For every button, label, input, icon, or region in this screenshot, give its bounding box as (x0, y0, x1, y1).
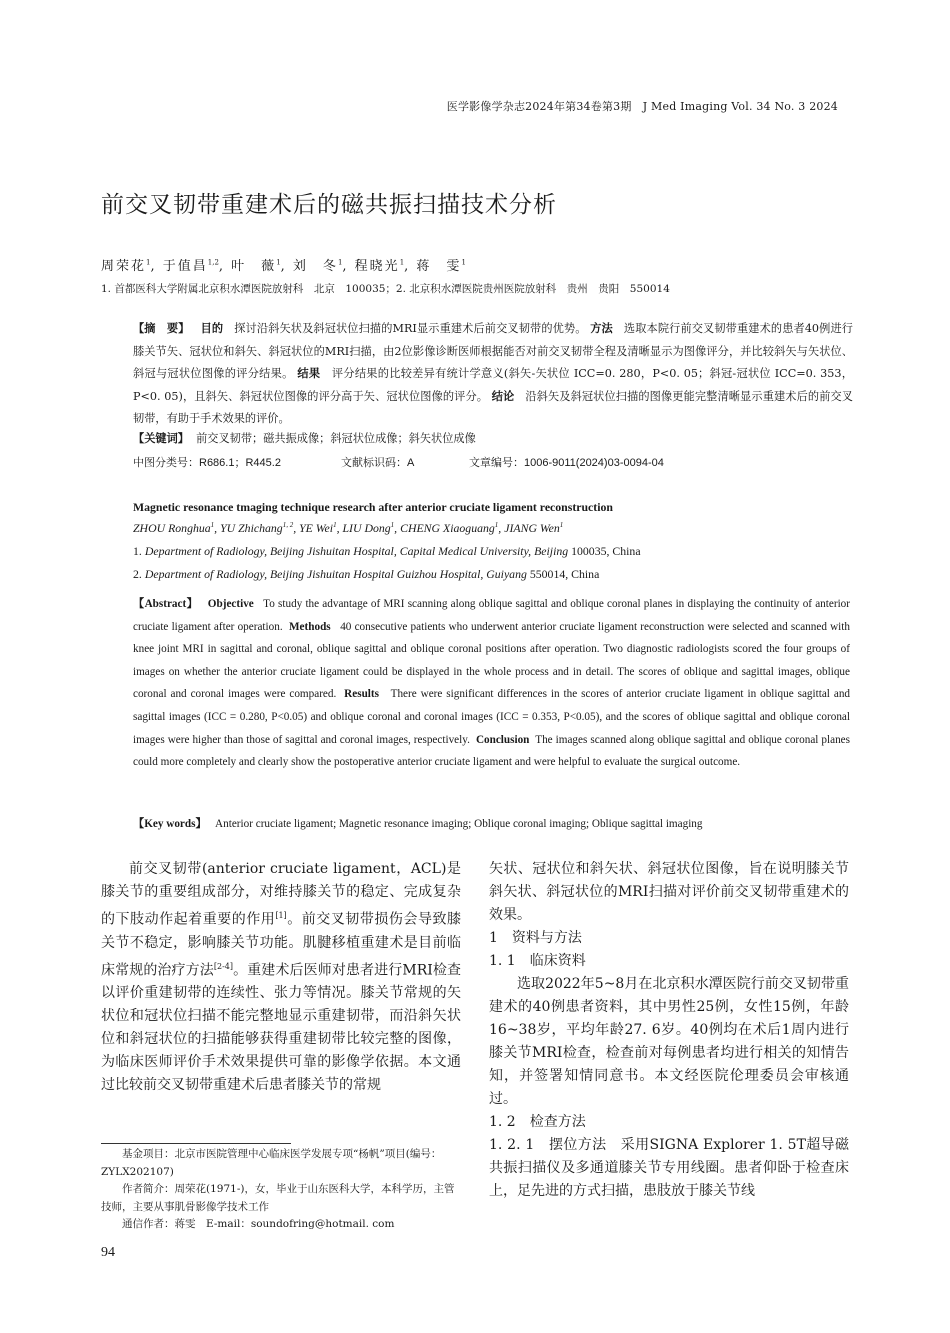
abstract-label-en: 【Abstract】 (133, 598, 199, 610)
subsection-heading: 1. 1 临床资料 (489, 953, 586, 969)
body-text: 前交叉韧带(anterior cruciate ligament，ACL)是膝关节的重要组成部分，对维持膝关节的稳定、完成复杂的下肢动作起着重要的作用 (101, 861, 461, 928)
keywords-text-en: Anterior cruciate ligament; Magnetic resonance imaging; Oblique coronal imaging; Oblique sagittal imaging (215, 818, 703, 830)
abstract-en (133, 593, 850, 774)
objective-text-en: To study the advantage of MRI scanning along oblique sagittal and oblique coronal planes in displaying the continuity of anterior cruciate ligament after operation. (133, 598, 851, 633)
author-affil-sup: 1 (337, 258, 343, 267)
affil-num: 1. (133, 544, 142, 558)
author-name-en: ZHOU Ronghua (133, 521, 211, 535)
methods-label: 方法 (590, 322, 613, 335)
author-affil-sup: 1 (461, 258, 466, 267)
english-title: Magnetic resonance tmaging technique research after anterior cruciate ligament reconstruction (133, 500, 613, 514)
conclusion-text: 沿斜矢及斜冠状位扫描的图像更能完整清晰显示重建术后的前交叉韧带，有助于手术效果的评价。 (133, 389, 853, 426)
methods-text: 选取本院行前交叉韧带重建术的患者40例进行膝关节矢、冠状位和斜矢、斜冠状位的MRI扫描，由2位影像诊断医师根据能否对前交叉韧带全程及清晰显示为图像评分，并比较斜矢与矢状位、斜冠与冠状位图像的评分结果。 (133, 322, 853, 381)
doc-code: 文献标识码：A (341, 457, 415, 469)
footnote-fund: 基金项目：北京市医院管理中心临床医学发展专项“杨帆”项目(编号：ZYLX202107) (101, 1148, 442, 1178)
conclusion-label-en: Conclusion (475, 733, 530, 746)
author-name: 于值昌 (162, 259, 208, 274)
author-list-cn: 周荣花$^1$, 于值昌$^{1,2}$, 叶 薇$^1$, 刘 冬$^1$, 程晓光$^1$, 蒋 雯$^1$ (101, 258, 466, 274)
subsection-heading: 1. 2 检查方法 (489, 1114, 586, 1130)
author-name: 周荣花 (101, 259, 147, 274)
clc-number: 中图分类号：R686.1；R445.2 (133, 457, 281, 469)
objective-label: 目的 (200, 322, 224, 335)
citation-ref: [1] (275, 911, 287, 920)
results-label: 结果 (297, 367, 321, 381)
methods-text-en: 40 consecutive patients who underwent anterior cruciate ligament reconstruction were selected and scanned with knee joint MRI in sagittal and coronal, oblique sagittal and oblique coronal positions after operation. Two diagnostic radiologists scored the four groups of images on whether the anterior cruciate ligament could be displayed in the whole process and in detail. The scores of oblique and sagittal images, oblique coronal and coronal images were compared. (133, 620, 850, 701)
author-name: 叶 薇 (231, 259, 277, 274)
author-affil-sup: 1 (559, 521, 564, 530)
footnote-divider (101, 1143, 291, 1144)
body-paragraph: 选取2022年5~8月在北京积水潭医院行前交叉韧带重建术的40例患者资料，其中男性25例，女性15例，年龄16~38岁，平均年龄27. 6岁。40例均在术后1周内进行膝关节MRI检查，检查前对每例患者均进行相关的知情告知，并签署知情同意书。本文经医院伦理委员会审核通过。 (489, 976, 849, 1107)
keywords-label-en: 【Key words】 (133, 818, 207, 830)
article-id: 文章编号：1006-9011(2024)03-0094-04 (469, 457, 664, 469)
author-name: 蒋 雯 (416, 259, 462, 274)
abstract-cn (133, 318, 853, 431)
author-name: 程晓光 (354, 259, 400, 274)
results-text: 评分结果的比较差异有统计学意义(斜矢-矢状位 ICC=0. 280，P<0. 05；斜冠-冠状位 ICC=0. 353，P<0. 05)，且斜矢、斜冠状位图像的评分高于矢、冠状位图像的评分。 (133, 367, 853, 403)
author-list-en: ZHOU Ronghua$^1$, YU Zhichang$^{1, 2}$, YE Wei$^1$, LIU Dong$^1$, CHENG Xiaoguang$^1$, JIANG Wen$^1$ (133, 521, 564, 535)
classification-row (133, 454, 853, 470)
affil-code: 550014, China (529, 567, 600, 581)
author-affil-sup: 1 (210, 521, 215, 530)
keywords-label: 【关键词】 (133, 432, 189, 445)
abstract-label: 【摘 要】 (133, 322, 190, 335)
author-affil-sup: 1 (146, 258, 151, 267)
affil-text: Department of Radiology, Beijing Jishuitan Hospital Guizhou Hospital, Guiyang (144, 567, 527, 581)
keywords-en (133, 815, 703, 831)
author-name-en: CHENG Xiaoguang (400, 521, 495, 535)
results-label-en: Results (344, 688, 379, 701)
body-column-left (101, 858, 461, 1097)
affiliation-en-1 (133, 544, 641, 559)
author-name-en: YE Wei (299, 521, 334, 535)
paper-title: 前交叉韧带重建术后的磁共振扫描技术分析 (101, 192, 557, 218)
author-affil-sup: 1 (399, 258, 405, 267)
section-heading: 1 资料与方法 (489, 930, 582, 946)
body-paragraph: 1. 2. 1 摆位方法 采用SIGNA Explorer 1. 5T超导磁共振扫描仪及多通道膝关节专用线圈。患者仰卧于检查床上，足先进的方式扫描，患肢放于膝关节线 (489, 1137, 849, 1199)
body-text: 。重建术后医师对患者进行MRI检查以评价重建韧带的连续性、张力等情况。膝关节常规的矢状位和冠状位扫描不能完整地显示重建韧带，而沿斜矢状位和斜冠状位的扫描能够获得重建韧带比较完整的图像，为临床医师评价手术效果提供可靠的影像学依据。本文通过比较前交叉韧带重建术后患者膝关节的常规 (101, 962, 461, 1094)
affiliation-cn: 1. 首都医科大学附属北京积水潭医院放射科 北京 100035；2. 北京积水潭医院贵州医院放射科 贵州 贵阳 550014 (101, 283, 670, 295)
methods-label-en: Methods (289, 620, 331, 633)
conclusion-label: 结论 (491, 389, 515, 403)
objective-label-en: Objective (207, 598, 254, 610)
body-column-right (489, 858, 849, 1203)
body-paragraph (101, 858, 461, 1097)
author-name: 刘 冬 (292, 259, 338, 274)
objective-text: 探讨沿斜矢状及斜冠状位扫描的MRI显示重建术后前交叉韧带的优势。 (234, 322, 587, 335)
author-name-en: JIANG Wen (504, 521, 560, 535)
affil-code: 100035, China (571, 544, 641, 558)
results-text-en: There were significant differences in the scores of anterior cruciate ligament in oblique sagittal and sagittal images (ICC = 0.280, P<0.05) and oblique coronal and coronal images (ICC = 0.353, P<0.05), and the scores of oblique sagittal and oblique coronal images were higher than those of sagittal and coronal images, respectively. (133, 688, 851, 746)
affiliation-en-2 (133, 567, 599, 582)
author-affil-sup: 1, 2 (282, 521, 294, 530)
author-affil-sup: 1 (494, 521, 499, 530)
keywords-cn (133, 430, 476, 446)
affil-text: Department of Radiology, Beijing Jishuitan Hospital, Capital Medical University, Beijing (144, 544, 569, 558)
body-text: 。前交叉韧带损伤会导致膝关节不稳定，影响膝关节功能。肌腱移植重建术是目前临床常规的治疗方法 (101, 911, 461, 979)
author-name-en: LIU Dong (342, 521, 391, 535)
affil-num: 2. (133, 567, 142, 581)
page-number: 94 (101, 1245, 115, 1260)
author-affil-sup: 1,2 (207, 258, 219, 267)
author-affil-sup: 1 (390, 521, 395, 530)
running-head: 医学影像学杂志2024年第34卷第3期 J Med Imaging Vol. 34 No. 3 2024 (446, 100, 838, 113)
footnote-correspondence: 通信作者：蒋雯 E-mail：soundofring@hotmail. com (122, 1218, 395, 1231)
footnotes (101, 1146, 461, 1234)
author-affil-sup: 1 (333, 521, 337, 530)
footnote-author: 作者简介：周荣花(1971-)，女，毕业于山东医科大学，本科学历，主管技师，主要从事肌骨影像学技术工作 (101, 1183, 455, 1213)
author-name-en: YU Zhichang (220, 521, 283, 535)
keywords-text: 前交叉韧带；磁共振成像；斜冠状位成像；斜矢状位成像 (196, 432, 476, 445)
body-paragraph: 矢状、冠状位和斜矢状、斜冠状位图像，旨在说明膝关节斜矢状、斜冠状位的MRI扫描对评价前交叉韧带重建术的效果。 (489, 861, 849, 923)
conclusion-text-en: The images scanned along oblique sagittal and oblique coronal planes could more completely and clearly show the postoperative anterior cruciate ligament and were helpful to evaluate the surgical outcome. (133, 733, 850, 769)
citation-ref: [2-4] (213, 961, 233, 971)
author-affil-sup: 1 (276, 258, 281, 267)
